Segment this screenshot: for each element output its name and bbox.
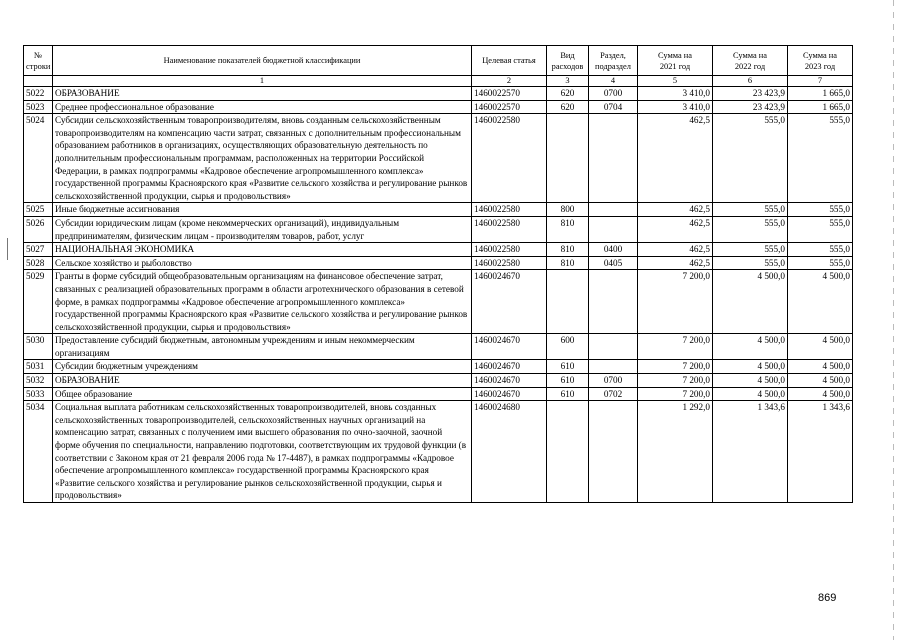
sum-2021: 7 200,0 <box>638 374 713 388</box>
row-number: 5026 <box>24 216 53 242</box>
column-number: 5 <box>638 76 713 87</box>
header-indicator-name: Наименование показателей бюджетной классификации <box>53 46 472 76</box>
row-number: 5033 <box>24 387 53 401</box>
indicator-name: Субсидии сельскохозяйственным товаропроизводителям, вновь созданным сельскохозяйственным товаропроизводителям на компенсацию части затрат, связанных с дополнительным профессиональным образованием работников в организациях, осуществляющих образовательную деятельность по дополнительным профессиональным программам, расположенных на территории Российской Федерации, в рамках подпрограммы «Кадровое обеспечение агропромышленного комплекса» государственной программы Красноярского края «Развитие сельского хозяйства и регулирование рынков сельскохозяйственной продукции, сырья и продовольствия» <box>53 114 472 203</box>
column-number-blank <box>24 76 53 87</box>
table-header-row <box>24 46 853 76</box>
sum-2022: 4 500,0 <box>713 270 788 334</box>
sum-2022: 1 343,6 <box>713 401 788 503</box>
sum-2023: 1 665,0 <box>788 87 853 101</box>
sum-2022: 555,0 <box>713 203 788 217</box>
header-row-number: № строки <box>24 46 53 76</box>
column-number: 1 <box>53 76 472 87</box>
column-number: 6 <box>713 76 788 87</box>
expense-type: 810 <box>547 256 589 270</box>
table-row <box>24 100 853 114</box>
expense-type: 810 <box>547 243 589 257</box>
table-row <box>24 243 853 257</box>
target-article: 1460024670 <box>472 360 547 374</box>
indicator-name: Сельское хозяйство и рыболовство <box>53 256 472 270</box>
target-article: 1460022580 <box>472 114 547 203</box>
table-row <box>24 334 853 360</box>
table-row <box>24 401 853 503</box>
sum-2021: 462,5 <box>638 203 713 217</box>
row-number: 5022 <box>24 87 53 101</box>
sum-2023: 555,0 <box>788 256 853 270</box>
column-number-row <box>24 76 853 87</box>
table-row <box>24 387 853 401</box>
sum-2022: 4 500,0 <box>713 360 788 374</box>
sum-2021: 7 200,0 <box>638 387 713 401</box>
section-code: 0700 <box>589 87 638 101</box>
indicator-name: Предоставление субсидий бюджетным, автономным учреждениям и иным некоммерческим организациям <box>53 334 472 360</box>
sum-2023: 4 500,0 <box>788 374 853 388</box>
target-article: 1460024670 <box>472 334 547 360</box>
section-code: 0704 <box>589 100 638 114</box>
indicator-name: ОБРАЗОВАНИЕ <box>53 87 472 101</box>
section-code: 0702 <box>589 387 638 401</box>
table-body <box>24 76 853 503</box>
header-sum-2021: Сумма на 2021 год <box>638 46 713 76</box>
indicator-name: Субсидии юридическим лицам (кроме некоммерческих организаций), индивидуальным предпринимателям, физическим лицам - производителям товаров, работ, услуг <box>53 216 472 242</box>
row-number: 5024 <box>24 114 53 203</box>
row-number: 5027 <box>24 243 53 257</box>
row-number: 5025 <box>24 203 53 217</box>
budget-table <box>23 45 853 503</box>
section-code <box>589 334 638 360</box>
sum-2022: 23 423,9 <box>713 87 788 101</box>
expense-type: 600 <box>547 334 589 360</box>
column-number: 7 <box>788 76 853 87</box>
section-code <box>589 114 638 203</box>
section-code <box>589 203 638 217</box>
expense-type: 610 <box>547 360 589 374</box>
page-number: 869 <box>818 592 837 604</box>
table-row <box>24 114 853 203</box>
scan-edge-line <box>893 0 894 640</box>
sum-2021: 7 200,0 <box>638 334 713 360</box>
sum-2023: 1 665,0 <box>788 100 853 114</box>
section-code <box>589 360 638 374</box>
table-row <box>24 256 853 270</box>
header-sum-2022: Сумма на 2022 год <box>713 46 788 76</box>
target-article: 1460024670 <box>472 387 547 401</box>
row-number: 5023 <box>24 100 53 114</box>
sum-2021: 1 292,0 <box>638 401 713 503</box>
sum-2022: 4 500,0 <box>713 387 788 401</box>
sum-2021: 462,5 <box>638 216 713 242</box>
section-code <box>589 216 638 242</box>
indicator-name: НАЦИОНАЛЬНАЯ ЭКОНОМИКА <box>53 243 472 257</box>
column-number: 4 <box>589 76 638 87</box>
section-code <box>589 270 638 334</box>
sum-2023: 555,0 <box>788 243 853 257</box>
sum-2021: 7 200,0 <box>638 270 713 334</box>
expense-type <box>547 270 589 334</box>
table-row <box>24 360 853 374</box>
sum-2023: 555,0 <box>788 114 853 203</box>
sum-2022: 555,0 <box>713 243 788 257</box>
sum-2021: 3 410,0 <box>638 100 713 114</box>
column-number: 3 <box>547 76 589 87</box>
target-article: 1460024680 <box>472 401 547 503</box>
section-code: 0700 <box>589 374 638 388</box>
expense-type: 610 <box>547 374 589 388</box>
expense-type: 620 <box>547 100 589 114</box>
sum-2022: 555,0 <box>713 256 788 270</box>
sum-2023: 555,0 <box>788 203 853 217</box>
sum-2022: 555,0 <box>713 114 788 203</box>
header-section: Раздел, подраздел <box>589 46 638 76</box>
section-code: 0405 <box>589 256 638 270</box>
expense-type: 610 <box>547 387 589 401</box>
row-number: 5028 <box>24 256 53 270</box>
indicator-name: Среднее профессиональное образование <box>53 100 472 114</box>
indicator-name: ОБРАЗОВАНИЕ <box>53 374 472 388</box>
expense-type <box>547 114 589 203</box>
expense-type: 800 <box>547 203 589 217</box>
section-code: 0400 <box>589 243 638 257</box>
sum-2022: 23 423,9 <box>713 100 788 114</box>
table-row <box>24 87 853 101</box>
row-number: 5032 <box>24 374 53 388</box>
expense-type: 810 <box>547 216 589 242</box>
expense-type <box>547 401 589 503</box>
indicator-name: Субсидии бюджетным учреждениям <box>53 360 472 374</box>
indicator-name: Иные бюджетные ассигнования <box>53 203 472 217</box>
sum-2023: 4 500,0 <box>788 334 853 360</box>
sum-2023: 1 343,6 <box>788 401 853 503</box>
sum-2022: 4 500,0 <box>713 374 788 388</box>
sum-2023: 4 500,0 <box>788 387 853 401</box>
sum-2021: 462,5 <box>638 243 713 257</box>
sum-2023: 4 500,0 <box>788 360 853 374</box>
row-number: 5029 <box>24 270 53 334</box>
sum-2021: 3 410,0 <box>638 87 713 101</box>
table-row <box>24 270 853 334</box>
section-code <box>589 401 638 503</box>
row-number: 5031 <box>24 360 53 374</box>
table-row <box>24 203 853 217</box>
target-article: 1460022580 <box>472 256 547 270</box>
row-number: 5034 <box>24 401 53 503</box>
header-sum-2023: Сумма на 2023 год <box>788 46 853 76</box>
scan-margin-mark <box>7 238 8 260</box>
expense-type: 620 <box>547 87 589 101</box>
sum-2022: 4 500,0 <box>713 334 788 360</box>
target-article: 1460024670 <box>472 270 547 334</box>
target-article: 1460022580 <box>472 216 547 242</box>
target-article: 1460022570 <box>472 87 547 101</box>
table-row <box>24 216 853 242</box>
target-article: 1460022580 <box>472 203 547 217</box>
target-article: 1460022570 <box>472 100 547 114</box>
indicator-name: Общее образование <box>53 387 472 401</box>
table-row <box>24 374 853 388</box>
sum-2021: 462,5 <box>638 256 713 270</box>
target-article: 1460022580 <box>472 243 547 257</box>
sum-2021: 7 200,0 <box>638 360 713 374</box>
indicator-name: Гранты в форме субсидий общеобразовательным организациям на финансовое обеспечение затрат, связанных с реализацией образовательных программ в области агротехнического образования в сетевой форме, в рамках подпрограммы «Кадровое обеспечение агропромышленного комплекса» государственной программы Красноярского края «Развитие сельского хозяйства и регулирование рынков сельскохозяйственной продукции, сырья и продовольствия» <box>53 270 472 334</box>
sum-2023: 4 500,0 <box>788 270 853 334</box>
target-article: 1460024670 <box>472 374 547 388</box>
column-number: 2 <box>472 76 547 87</box>
row-number: 5030 <box>24 334 53 360</box>
sum-2022: 555,0 <box>713 216 788 242</box>
indicator-name: Социальная выплата работникам сельскохозяйственных товаропроизводителей, вновь созданных сельскохозяйственных товаропроизводителей, сельскохозяйственных научных организаций на компенсацию затрат, связанных с получением ими высшего образования по очно-заочной, заочной форме обучения по специальности, направлению подготовки, соответствующим их трудовой функции (в соответствии с Законом края от 21 февраля 2006 года № 17-4487), в рамках подпрограммы «Кадровое обеспечение агропромышленного комплекса» государственной программы Красноярского края «Развитие сельского хозяйства и регулирование рынков сельскохозяйственной продукции, сырья и продовольствия» <box>53 401 472 503</box>
header-target-article: Целевая статья <box>472 46 547 76</box>
header-expense-type: Вид расходов <box>547 46 589 76</box>
sum-2021: 462,5 <box>638 114 713 203</box>
sum-2023: 555,0 <box>788 216 853 242</box>
